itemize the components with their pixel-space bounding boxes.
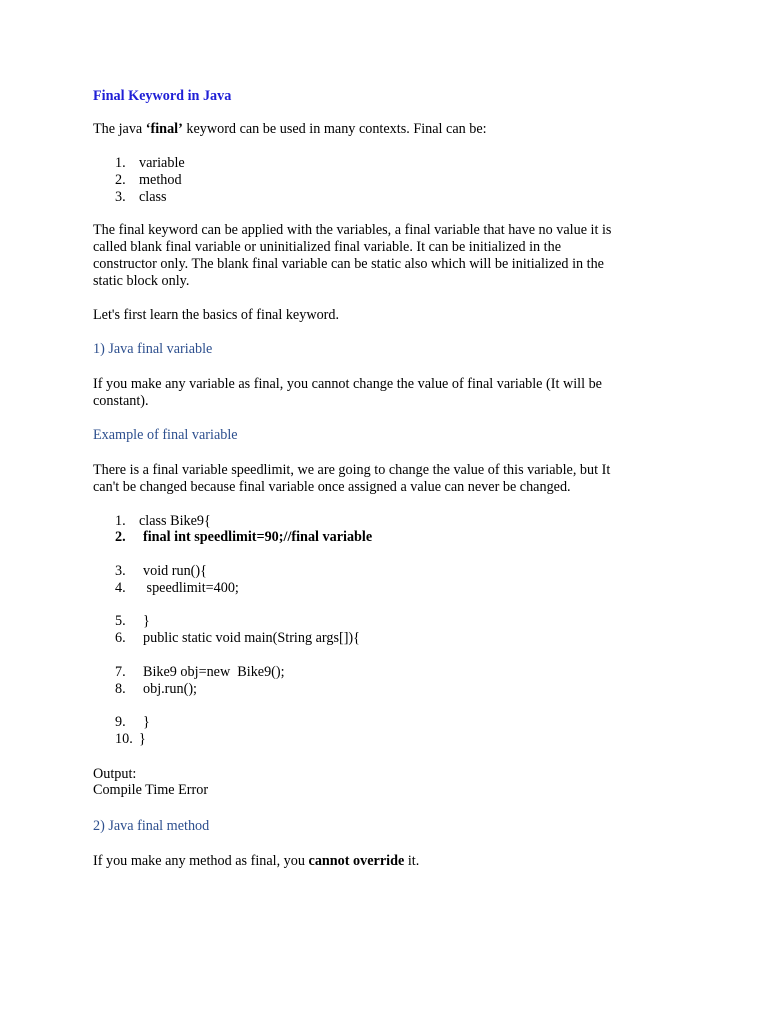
code-line-number: 9.: [115, 714, 126, 730]
paragraph-line: If you make any variable as final, you cannot change the value of final variable (It will be: [93, 376, 602, 392]
code-line-number: 4.: [115, 580, 126, 596]
final-method-paragraph: [93, 853, 419, 870]
paragraph-line: called blank final variable or uninitialized final variable. It can be initialized in the: [93, 239, 561, 255]
intro-keyword: ‘final’: [145, 121, 183, 137]
code-line: Bike9 obj=new Bike9();: [143, 664, 285, 680]
code-line: }: [143, 613, 150, 629]
paragraph-line: constructor only. The blank final variable can be static also which will be initialized in the: [93, 256, 604, 272]
method-bold-text: cannot override: [308, 853, 405, 869]
code-line: void run(){: [143, 563, 207, 579]
method-text-2: it.: [404, 853, 420, 869]
paragraph-line: The final keyword can be applied with the variables, a final variable that have no value it is: [93, 222, 612, 238]
method-text-1: If you make any method as final, you: [93, 853, 309, 869]
paragraph-line: static block only.: [93, 273, 190, 289]
paragraph-line: constant).: [93, 393, 149, 409]
code-line-number: 3.: [115, 563, 126, 579]
basics-paragraph: Let's first learn the basics of final keyword.: [93, 307, 340, 323]
intro-paragraph: [93, 121, 487, 138]
code-line: public static void main(String args[]){: [143, 630, 360, 646]
heading-final-variable: 1) Java final variable: [93, 341, 213, 357]
paragraph-line: can't be changed because final variable once assigned a value can never be changed.: [93, 479, 571, 495]
output-value: Compile Time Error: [93, 782, 209, 798]
code-line-number: 8.: [115, 681, 126, 697]
intro-text-2: keyword can be used in many contexts. Final can be:: [182, 121, 487, 137]
paragraph-line: There is a final variable speedlimit, we are going to change the value of this variable, but It: [93, 462, 611, 478]
code-line: }: [143, 714, 150, 730]
code-line-number: 1.: [115, 513, 126, 529]
code-line-number: 6.: [115, 630, 126, 646]
output-label: Output:: [93, 766, 137, 782]
page-title: Final Keyword in Java: [93, 88, 232, 104]
code-line-number: 5.: [115, 613, 126, 629]
code-line: speedlimit=400;: [143, 580, 239, 596]
list-item: class: [139, 189, 167, 205]
list-item: method: [139, 172, 182, 188]
code-line-number: 2.: [115, 529, 126, 545]
heading-example: Example of final variable: [93, 427, 238, 443]
heading-final-method: 2) Java final method: [93, 818, 210, 834]
code-line-number: 7.: [115, 664, 126, 680]
list-item: variable: [139, 155, 185, 171]
code-line: obj.run();: [143, 681, 197, 697]
code-line-number: 10.: [115, 731, 133, 747]
intro-text-1: The java: [93, 121, 146, 137]
list-item-number: 2.: [115, 172, 126, 188]
code-line: final int speedlimit=90;//final variable: [143, 529, 373, 545]
code-line: class Bike9{: [139, 513, 211, 529]
list-item-number: 3.: [115, 189, 126, 205]
code-line: }: [139, 731, 146, 747]
list-item-number: 1.: [115, 155, 126, 171]
